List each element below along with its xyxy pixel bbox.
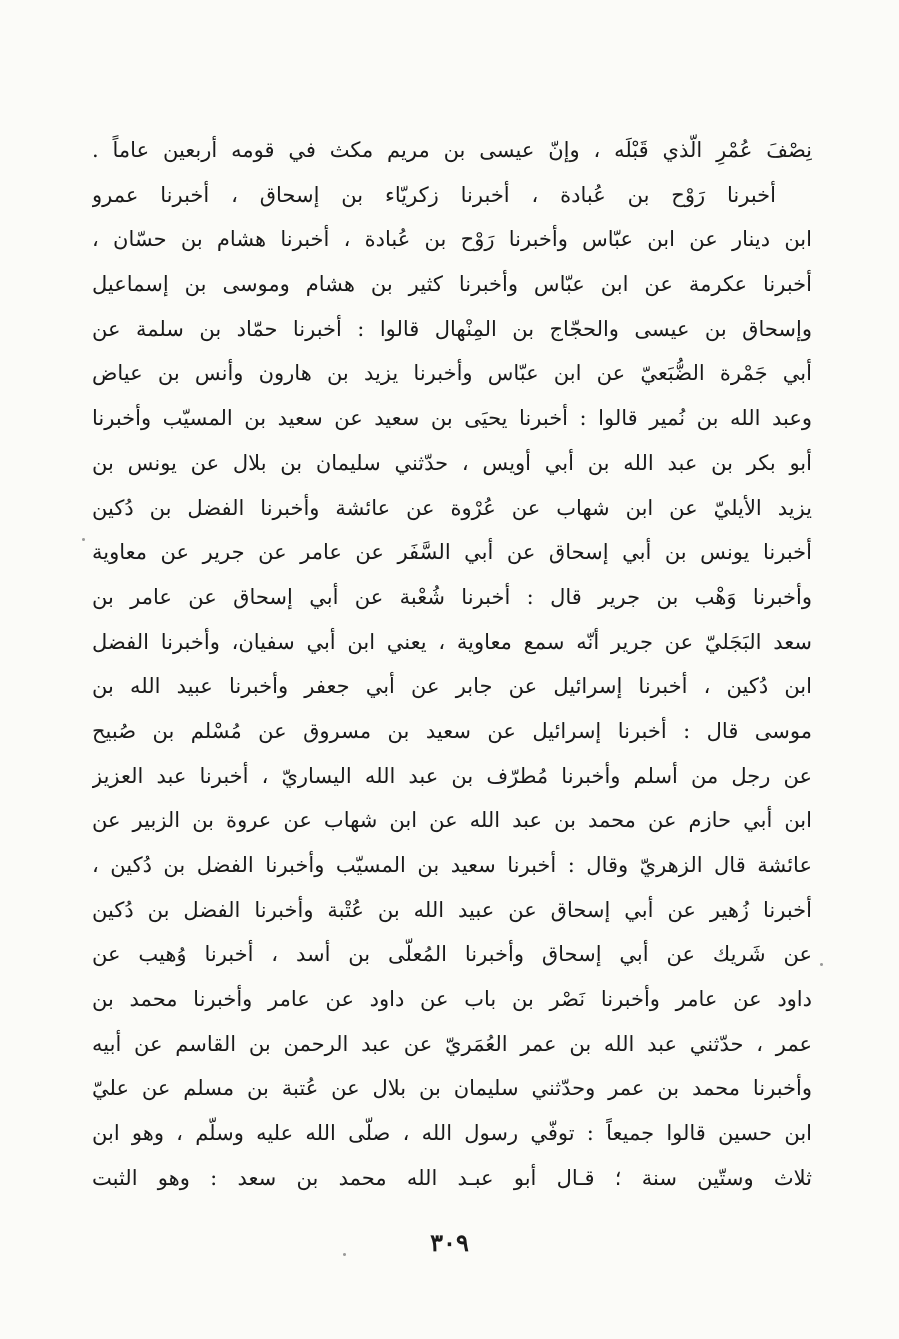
scan-speck: [82, 538, 85, 541]
text-line: وأخبرنا محمد بن عمر وحدّثني سليمان بن بلال عن عُتبة بن مسلم عن عليّ: [92, 1076, 812, 1101]
text-line: داود عن عامر وأخبرنا نَصْر بن باب عن داود عن عامر وأخبرنا محمد بن: [92, 987, 812, 1012]
text-line: أخبرنا رَوْح بن عُبادة ، أخبرنا زكريّاء بن إسحاق ، أخبرنا عمرو: [92, 182, 776, 207]
text-line: عن رجل من أسلم وأخبرنا مُطرّف بن عبد الله اليساريّ ، أخبرنا عبد العزيز: [92, 763, 812, 788]
text-line: أخبرنا عكرمة عن ابن عبّاس وأخبرنا كثير بن هشام وموسى بن إسماعيل: [92, 272, 812, 297]
text-line: ثلاث وستّين سنة ؛ قـال أبو عبـد الله محمد بن سعد : وهو الثبت: [92, 1165, 812, 1190]
text-line: ابن دُكين ، أخبرنا إسرائيل عن جابر عن أبي جعفر وأخبرنا عبيد الله بن: [92, 674, 812, 699]
text-line: وعبد الله بن نُمير قالوا : أخبرنا يحيَى بن سعيد عن سعيد بن المسيّب وأخبرنا: [92, 406, 812, 431]
scan-speck: [820, 963, 823, 966]
text-line: وإسحاق بن عيسى والحجّاج بن المِنْهال قالوا : أخبرنا حمّاد بن سلمة عن: [92, 316, 812, 341]
text-line: عن شَريك عن أبي إسحاق وأخبرنا المُعلّى بن أسد ، أخبرنا وُهيب عن: [92, 942, 812, 967]
text-line: عائشة قال الزهريّ وقال : أخبرنا سعيد بن المسيّب وأخبرنا الفضل بن دُكين ،: [92, 853, 812, 877]
page-number: ٣٠٩: [430, 1228, 469, 1257]
text-line: ابن دينار عن ابن عبّاس وأخبرنا رَوْح بن عُبادة ، أخبرنا هشام بن حسّان ،: [92, 227, 812, 252]
text-line: عمر ، حدّثني عبد الله بن عمر العُمَريّ عن عبد الرحمن بن القاسم عن أبيه: [92, 1031, 812, 1056]
text-line: يزيد الأيليّ عن ابن شهاب عن عُرْوة عن عائشة وأخبرنا الفضل بن دُكين: [92, 495, 812, 520]
text-line: أبو بكر بن عبد الله بن أبي أويس ، حدّثني سليمان بن بلال عن يونس بن: [92, 450, 812, 475]
text-line: أخبرنا يونس بن أبي إسحاق عن أبي السَّفَر عن عامر عن جرير عن معاوية: [92, 540, 812, 565]
text-line: وأخبرنا وَهْب بن جرير قال : أخبرنا شُعْبة عن أبي إسحاق عن عامر بن: [92, 584, 812, 609]
text-line: سعد البَجَليّ عن جرير أنّه سمع معاوية ، يعني ابن أبي سفيان، وأخبرنا الفضل: [92, 629, 812, 654]
text-line: أخبرنا زُهير عن أبي إسحاق عن عبيد الله بن عُتْبة وأخبرنا الفضل بن دُكين: [92, 897, 812, 922]
text-line: موسى قال : أخبرنا إسرائيل عن سعيد بن مسروق عن مُسْلم بن صُبيح: [92, 718, 812, 743]
arabic-text-block: [92, 128, 812, 1201]
text-line: ابن أبي حازم عن محمد بن عبد الله عن ابن شهاب عن عروة بن الزبير عن: [92, 808, 812, 833]
text-line: نِصْفَ عُمْرِ الّذي قَبْلَه ، وإنّ عيسى بن مريم مكث في قومه أربعين عاماً .: [92, 138, 812, 162]
text-line: ابن حسين قالوا جميعاً : توفّي رسول الله ، صلّى الله عليه وسلّم ، وهو ابن: [92, 1121, 812, 1146]
scan-speck: [343, 1253, 346, 1256]
text-line: أبي جَمْرة الضُّبَعيّ عن ابن عبّاس وأخبرنا يزيد بن هارون وأنس بن عياض: [92, 361, 812, 386]
